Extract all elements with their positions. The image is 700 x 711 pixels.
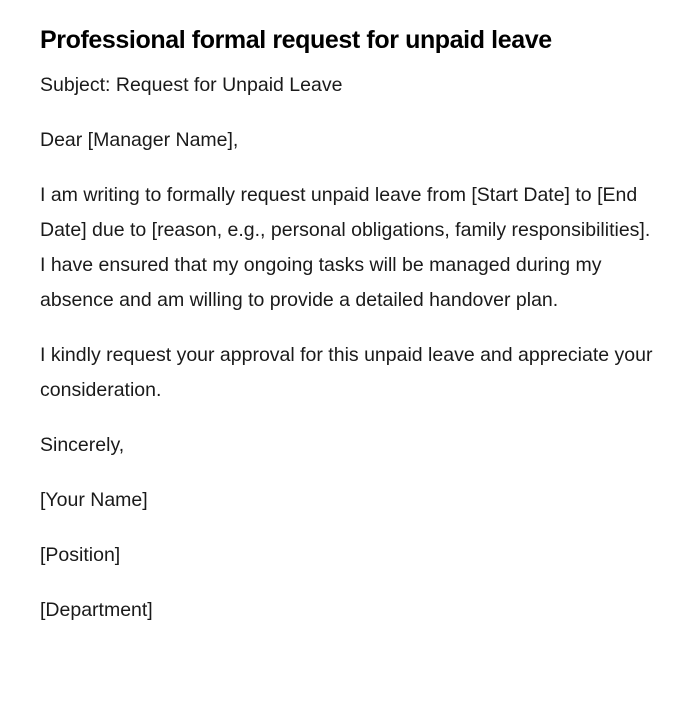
signature-department: [Department] — [40, 599, 153, 621]
closing: Sincerely, — [40, 434, 125, 456]
salutation: Dear [Manager Name], — [40, 129, 239, 151]
letter-document — [40, 22, 660, 648]
body-paragraph-2: I kindly request your approval for this unpaid leave and appreciate your consideration. — [40, 344, 653, 401]
subject-line: Subject: Request for Unpaid Leave — [40, 74, 343, 96]
document-title: Professional formal request for unpaid leave — [40, 26, 552, 54]
signature-name: [Your Name] — [40, 489, 148, 511]
signature-position: [Position] — [40, 544, 121, 566]
body-paragraph-1: I am writing to formally request unpaid leave from [Start Date] to [End Date] due to [reason, e.g., personal obligations, family responsibilities]. I have ensured that my ongoing tasks will be managed during my absence and am willing to provide a detailed handover plan. — [40, 184, 651, 311]
